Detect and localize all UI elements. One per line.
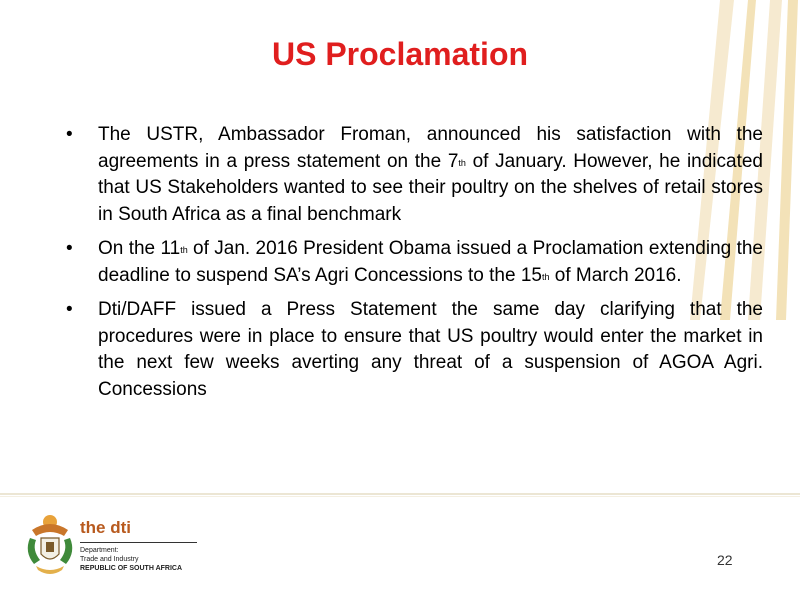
bullet-text: of Jan. 2016 President Obama issued a Proclamation extending the deadline to suspend SA’s Agri Concessions to the 15	[98, 238, 763, 286]
bullet-item	[66, 236, 763, 289]
bullet-icon: •	[66, 124, 73, 145]
page-number: 22	[717, 552, 733, 568]
bullet-item	[66, 297, 763, 403]
bullet-text: Dti/DAFF issued a Press Statement the same day clarifying that the procedures were in place to ensure that US poultry would enter the market in the next few weeks averting any threat of a suspension of AGOA Agri. Concessions	[98, 299, 763, 400]
dti-logo-name: the dti	[80, 518, 131, 537]
dti-logo-line: Trade and Industry	[80, 556, 139, 563]
ordinal-suffix: th	[458, 157, 466, 168]
footer-divider	[0, 493, 800, 495]
ordinal-suffix: th	[180, 245, 188, 255]
dti-logo-rule	[80, 542, 197, 543]
bullet-text: of March 2016.	[549, 264, 682, 286]
dti-logo-line: Department:	[80, 547, 119, 554]
dti-logo-line: REPUBLIC OF SOUTH AFRICA	[80, 565, 183, 572]
bullet-icon: •	[66, 299, 73, 320]
dti-logo	[80, 518, 210, 573]
bullet-item	[66, 122, 763, 228]
ordinal-suffix: th	[541, 271, 550, 282]
coat-of-arms-icon	[24, 512, 76, 578]
slide-title: US Proclamation	[271, 36, 529, 72]
footer-divider-light	[0, 496, 800, 497]
bullet-text: On the 11	[98, 238, 181, 259]
bullet-icon: •	[66, 238, 73, 259]
bullet-list	[66, 122, 763, 411]
bullet-text: of January. However, he indicated that US Stakeholders wanted to see their poultry on the shelves of retail stores in South Africa as a final benchmark	[98, 150, 764, 225]
bullet-text: The USTR, Ambassador Froman, announced his satisfaction with the agreements in a press statement on the 7	[98, 124, 763, 172]
